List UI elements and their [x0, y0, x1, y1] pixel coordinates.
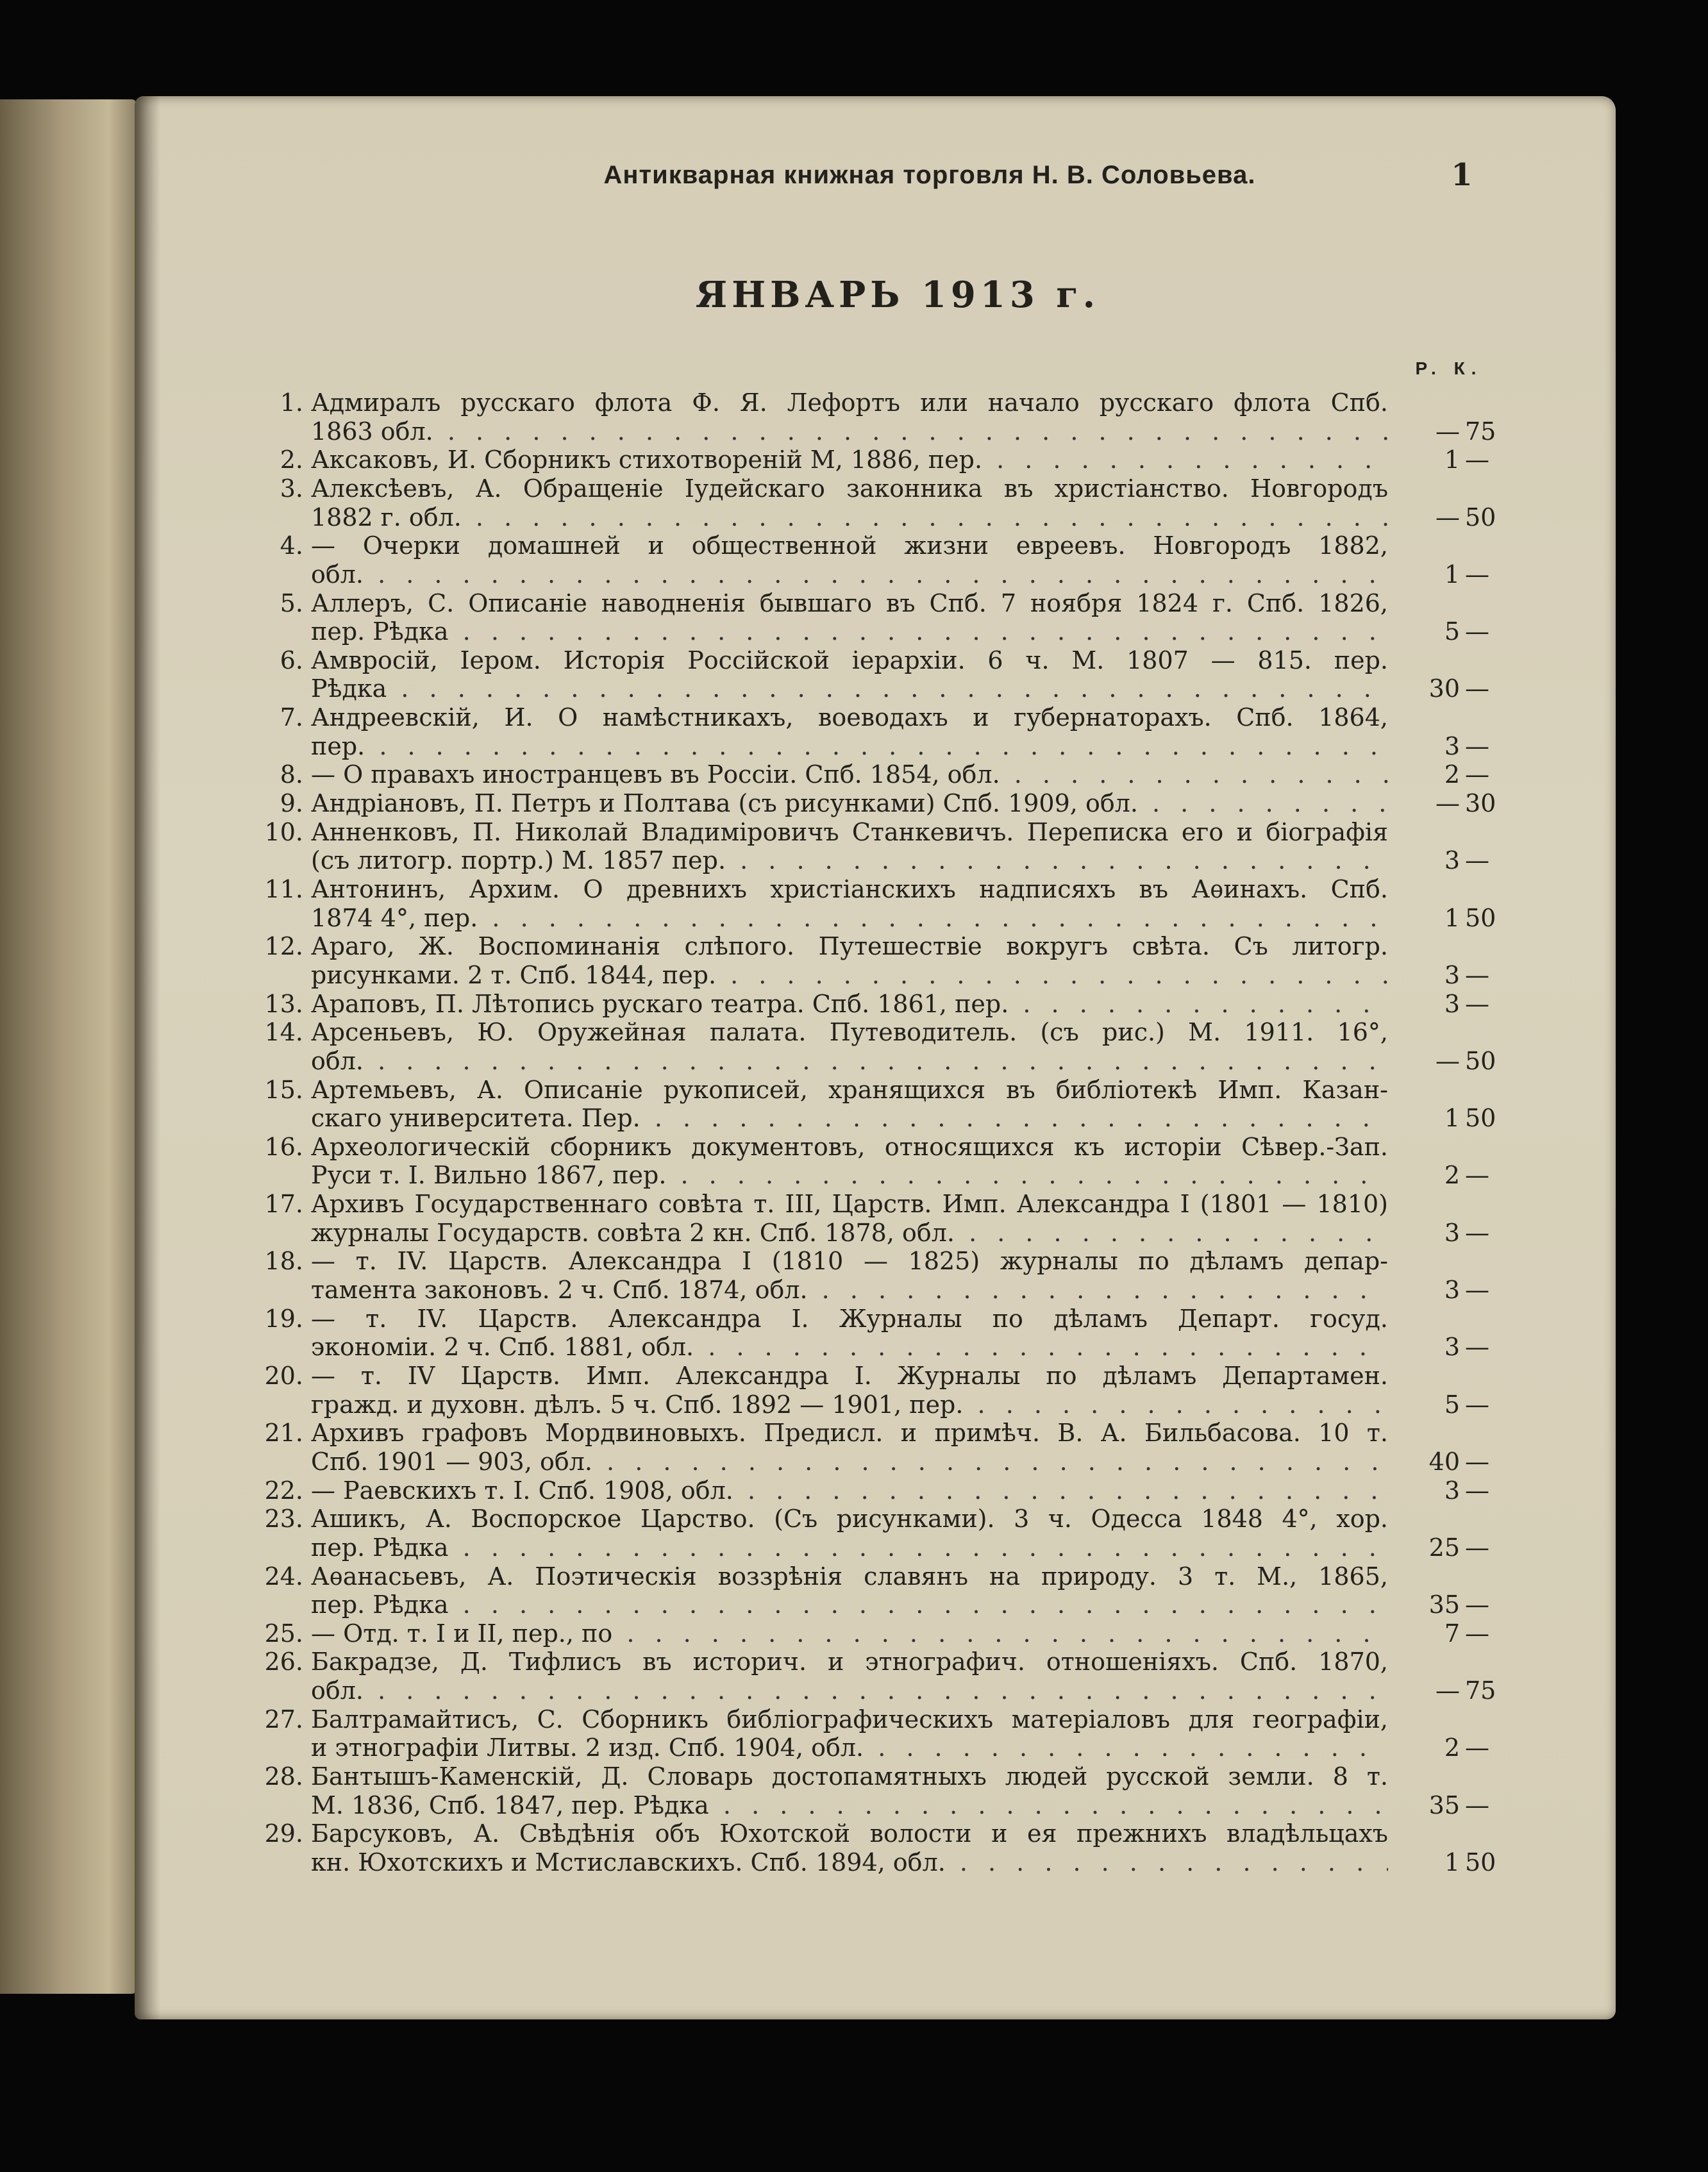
running-head: Антикварная книжная торговля Н. В. Соловьева.: [603, 161, 1256, 189]
entry-number: 3.: [280, 474, 303, 503]
catalog-entry: [280, 789, 1516, 818]
catalog-entry: [280, 388, 1516, 446]
entry-text-line: Барсуковъ, А. Свѣдѣнія объ Юхотской волости и ея прежнихъ владѣльцахъ: [311, 1819, 1388, 1848]
entry-number: 24.: [264, 1562, 303, 1591]
price-kopecks: —: [1465, 1476, 1489, 1505]
price-rubles: 35: [1428, 1791, 1460, 1819]
entry-number: 27.: [264, 1705, 303, 1733]
price-kopecks: —: [1465, 1276, 1489, 1305]
page-title: ЯНВАРЬ 1913 г.: [695, 274, 1100, 316]
price-kopecks: 50: [1465, 1046, 1496, 1075]
catalog-entry: [264, 1304, 1516, 1362]
entry-number: 6.: [280, 646, 303, 674]
price-kopecks: —: [1465, 1591, 1489, 1619]
entry-text-continuation: 1874 4°, пер. . . .: [311, 904, 1388, 933]
price-kopecks: —: [1465, 1218, 1489, 1247]
entry-text-continuation: пер. Рѣдка . . .: [311, 1533, 1388, 1562]
price-kopecks: —: [1465, 560, 1489, 589]
entry-text-line: Бакрадзе, Д. Тифлисъ въ историч. и этнографич. отношеніяхъ. Спб. 1870,: [311, 1648, 1388, 1676]
price-kopecks: —: [1465, 1161, 1489, 1190]
entry-text-continuation: 1882 г. обл. . . .: [311, 503, 1388, 532]
price-rubles: 2: [1444, 1161, 1460, 1190]
price-rubles: 30: [1428, 674, 1460, 703]
catalog-entry: [264, 1075, 1516, 1133]
entry-text-line: — О правахъ иностранцевъ въ Россіи. Спб. 1854, обл. . . .: [311, 760, 1388, 789]
entry-text-line: Андреевскій, И. О намѣстникахъ, воеводахъ и губернаторахъ. Спб. 1864,: [311, 703, 1388, 732]
catalog-entry: [280, 646, 1516, 703]
catalog-entry: [280, 589, 1516, 646]
price-kopecks: —: [1465, 731, 1489, 760]
price-kopecks: 75: [1465, 417, 1496, 446]
price-kopecks: —: [1465, 674, 1489, 703]
entry-text-line: Аксаковъ, И. Сборникъ стихотвореній М, 1886, пер. . . .: [311, 446, 1388, 474]
entry-number: 19.: [264, 1304, 303, 1333]
entry-text-line: Арсеньевъ, Ю. Оружейная палата. Путеводитель. (съ рис.) М. 1911. 16°,: [311, 1018, 1388, 1047]
catalog-entry: [280, 760, 1516, 789]
price-rubles: 3: [1444, 1218, 1460, 1247]
catalog-entry: [264, 1476, 1516, 1505]
entry-number: 15.: [264, 1075, 303, 1104]
entry-text-line: Архивъ Государственнаго совѣта т. III, Царств. Имп. Александра I (1801 — 1810): [311, 1190, 1388, 1219]
price-kopecks: 50: [1465, 903, 1496, 932]
entry-text-continuation: рисунками. 2 т. Спб. 1844, пер. . . .: [311, 961, 1388, 990]
price-rubles: 1: [1444, 1848, 1460, 1877]
price-kopecks: —: [1465, 1333, 1489, 1362]
entry-text-line: Анненковъ, П. Николай Владиміровичъ Станкевичъ. Переписка его и біографія: [311, 817, 1388, 846]
catalog-entry: [264, 1648, 1516, 1705]
price-rubles: 3: [1444, 846, 1460, 875]
entry-text-line: Адмиралъ русскаго флота Ф. Я. Лефортъ или начало русскаго флота Спб.: [311, 388, 1388, 417]
price-rubles: 3: [1444, 989, 1460, 1018]
price-rubles: 35: [1428, 1591, 1460, 1619]
catalog-entry: [264, 817, 1516, 875]
page-number: 1: [1451, 157, 1473, 193]
price-rubles: 3: [1444, 1476, 1460, 1505]
catalog-entry: [264, 1819, 1516, 1877]
price-kopecks: 50: [1465, 1104, 1496, 1133]
entry-text-line: Архивъ графовъ Мордвиновыхъ. Предисл. и примѣч. В. А. Бильбасова. 10 т.: [311, 1419, 1388, 1448]
catalog-entry: [264, 932, 1516, 989]
price-rubles: —: [1436, 503, 1460, 531]
entry-number: 2.: [280, 446, 303, 474]
entry-text-continuation: пер. . . .: [311, 732, 1388, 761]
entry-text-line: Археологическій сборникъ документовъ, относящихся къ исторіи Сѣвер.-Зап.: [311, 1132, 1388, 1161]
price-rubles: 40: [1428, 1447, 1460, 1476]
entry-number: 21.: [264, 1419, 303, 1448]
catalog-entry: [264, 1419, 1516, 1476]
price-rubles: 1: [1444, 903, 1460, 932]
entry-number: 7.: [280, 703, 303, 732]
entry-text-line: Артемьевъ, А. Описаніе рукописей, хранящихся въ библіотекѣ Имп. Казан-: [311, 1075, 1388, 1104]
entry-number: 16.: [264, 1132, 303, 1161]
entry-text-line: — т. IV. Царств. Александра I (1810 — 1825) журналы по дѣламъ депар-: [311, 1247, 1388, 1276]
entry-number: 1.: [280, 388, 303, 417]
price-kopecks: —: [1465, 1533, 1489, 1562]
catalog-entry-list: [264, 388, 1516, 1877]
price-kopecks: —: [1465, 1390, 1489, 1419]
catalog-entry: [280, 446, 1516, 474]
entry-text-line: Балтрамайтисъ, С. Сборникъ библіографическихъ матеріаловъ для географіи,: [311, 1705, 1388, 1733]
entry-number: 28.: [264, 1762, 303, 1791]
price-rubles: —: [1436, 789, 1460, 818]
entry-number: 9.: [280, 789, 303, 818]
page-gutter-shadow: [135, 96, 160, 2019]
catalog-entry: [264, 1247, 1516, 1305]
entry-text-continuation: Руси т. I. Вильно 1867, пер. . . .: [311, 1161, 1388, 1190]
price-rubles: —: [1436, 1046, 1460, 1075]
price-kopecks: 75: [1465, 1676, 1496, 1705]
entry-text-continuation: кн. Юхотскихъ и Мстиславскихъ. Спб. 1894, обл. . . .: [311, 1848, 1388, 1877]
entry-text-continuation: 1863 обл. . . .: [311, 417, 1388, 446]
price-rubles: 2: [1444, 760, 1460, 789]
entry-text-line: — т. IV. Царств. Александра I. Журналы по дѣламъ Департ. госуд.: [311, 1304, 1388, 1333]
entry-text-line: Алексѣевъ, А. Обращеніе Іудейскаго законника въ христіанство. Новгородъ: [311, 474, 1388, 503]
catalog-entry: [264, 1190, 1516, 1247]
price-kopecks: 50: [1465, 1848, 1496, 1877]
entry-text-line: Араго, Ж. Воспоминанія слѣпого. Путешествіе вокругъ свѣта. Съ литогр.: [311, 932, 1388, 961]
catalog-entry: [280, 703, 1516, 760]
price-column-header: Р. К.: [1415, 358, 1483, 378]
entry-number: 18.: [264, 1247, 303, 1276]
entry-text-continuation: обл. . . .: [311, 1676, 1388, 1705]
price-rubles: 3: [1444, 1333, 1460, 1362]
entry-number: 12.: [264, 932, 303, 961]
catalog-entry: [264, 1619, 1516, 1648]
price-rubles: 5: [1444, 617, 1460, 646]
entry-number: 25.: [264, 1619, 303, 1648]
price-kopecks: —: [1465, 960, 1489, 989]
entry-number: 26.: [264, 1648, 303, 1676]
entry-text-line: Аѳанасьевъ, А. Поэтическія воззрѣнія славянъ на природу. 3 т. М., 1865,: [311, 1562, 1388, 1591]
entry-number: 4.: [280, 531, 303, 560]
catalog-entry: [264, 1562, 1516, 1619]
entry-text-continuation: журналы Государств. совѣта 2 кн. Спб. 1878, обл. . . .: [311, 1219, 1388, 1248]
price-rubles: 5: [1444, 1390, 1460, 1419]
price-rubles: 3: [1444, 1276, 1460, 1305]
catalog-entry: [280, 474, 1516, 531]
entry-number: 23.: [264, 1505, 303, 1533]
price-rubles: 3: [1444, 960, 1460, 989]
price-rubles: 7: [1444, 1619, 1460, 1648]
catalog-entry: [264, 1762, 1516, 1819]
entry-text-line: Амвросій, Іером. Исторія Россійской іерархіи. 6 ч. М. 1807 — 815. пер.: [311, 646, 1388, 674]
entry-text-continuation: гражд. и духовн. дѣлъ. 5 ч. Спб. 1892 — 1901, пер. . . .: [311, 1391, 1388, 1419]
entry-text-continuation: тамента законовъ. 2 ч. Спб. 1874, обл. . . .: [311, 1276, 1388, 1305]
entry-number: 22.: [264, 1476, 303, 1505]
price-kopecks: —: [1465, 846, 1489, 875]
entry-text-line: — Очерки домашней и общественной жизни евреевъ. Новгородъ 1882,: [311, 531, 1388, 560]
entry-text-line: — т. IV Царств. Имп. Александра I. Журналы по дѣламъ Департамен.: [311, 1362, 1388, 1391]
entry-text-continuation: пер. Рѣдка . . .: [311, 617, 1388, 646]
entry-text-line: Антонинъ, Архим. О древнихъ христіанскихъ надписяхъ въ Аѳинахъ. Спб.: [311, 875, 1388, 903]
entry-number: 29.: [264, 1819, 303, 1848]
price-rubles: 3: [1444, 731, 1460, 760]
entry-text-line: — Отд. т. I и II, пер., по . . .: [311, 1619, 1388, 1648]
entry-text-line: — Раевскихъ т. I. Спб. 1908, обл. . . .: [311, 1476, 1388, 1505]
entry-number: 8.: [280, 760, 303, 789]
entry-text-line: Бантышъ-Каменскій, Д. Словарь достопамятныхъ людей русской земли. 8 т.: [311, 1762, 1388, 1791]
price-rubles: 1: [1444, 560, 1460, 589]
price-kopecks: —: [1465, 1619, 1489, 1648]
price-kopecks: —: [1465, 1733, 1489, 1762]
entry-text-continuation: скаго университета. Пер. . . .: [311, 1104, 1388, 1133]
price-rubles: 1: [1444, 1104, 1460, 1133]
entry-text-continuation: и этнографіи Литвы. 2 изд. Спб. 1904, обл. . . .: [311, 1733, 1388, 1762]
price-kopecks: 50: [1465, 503, 1496, 531]
catalog-entry: [264, 1132, 1516, 1190]
entry-number: 11.: [264, 875, 303, 903]
price-rubles: 25: [1428, 1533, 1460, 1562]
catalog-entry: [264, 1505, 1516, 1562]
entry-text-continuation: (съ литогр. портр.) М. 1857 пер. . . .: [311, 846, 1388, 875]
entry-number: 20.: [264, 1362, 303, 1391]
price-rubles: —: [1436, 1676, 1460, 1705]
entry-number: 10.: [264, 817, 303, 846]
price-kopecks: 30: [1465, 789, 1496, 818]
entry-text-continuation: М. 1836, Спб. 1847, пер. Рѣдка . . .: [311, 1791, 1388, 1820]
entry-number: 14.: [264, 1018, 303, 1047]
entry-text-line: Аллеръ, С. Описаніе наводненія бывшаго въ Спб. 7 ноября 1824 г. Спб. 1826,: [311, 589, 1388, 617]
entry-text-continuation: экономіи. 2 ч. Спб. 1881, обл. . . .: [311, 1333, 1388, 1362]
catalog-entry: [264, 1018, 1516, 1075]
entry-text-line: Араповъ, П. Лѣтопись рускаго театра. Спб. 1861, пер. . . .: [311, 990, 1388, 1019]
entry-text-continuation: пер. Рѣдка . . .: [311, 1591, 1388, 1619]
catalog-entry: [264, 875, 1516, 932]
catalog-entry: [264, 989, 1516, 1019]
price-kopecks: —: [1465, 446, 1489, 474]
price-kopecks: —: [1465, 1791, 1489, 1819]
entry-text-continuation: обл. . . .: [311, 1047, 1388, 1076]
price-kopecks: —: [1465, 989, 1489, 1018]
entry-text-continuation: Рѣдка . . .: [311, 674, 1388, 703]
entry-text-continuation: Спб. 1901 — 903, обл. . . .: [311, 1448, 1388, 1476]
left-page-edge: [0, 99, 136, 1994]
entry-number: 17.: [264, 1190, 303, 1219]
catalog-entry: [264, 1362, 1516, 1419]
price-kopecks: —: [1465, 617, 1489, 646]
entry-number: 5.: [280, 589, 303, 617]
entry-text-continuation: обл. . . .: [311, 560, 1388, 589]
price-kopecks: —: [1465, 760, 1489, 789]
price-rubles: 2: [1444, 1733, 1460, 1762]
catalog-entry: [280, 531, 1516, 589]
entry-text-line: Андріановъ, П. Петръ и Полтава (съ рисунками) Спб. 1909, обл. . . .: [311, 789, 1388, 818]
price-rubles: 1: [1444, 446, 1460, 474]
entry-text-line: Ашикъ, А. Воспорское Царство. (Съ рисунками). 3 ч. Одесса 1848 4°, хор.: [311, 1505, 1388, 1533]
price-kopecks: —: [1465, 1447, 1489, 1476]
price-rubles: —: [1436, 417, 1460, 446]
entry-number: 13.: [264, 989, 303, 1018]
catalog-entry: [264, 1705, 1516, 1762]
